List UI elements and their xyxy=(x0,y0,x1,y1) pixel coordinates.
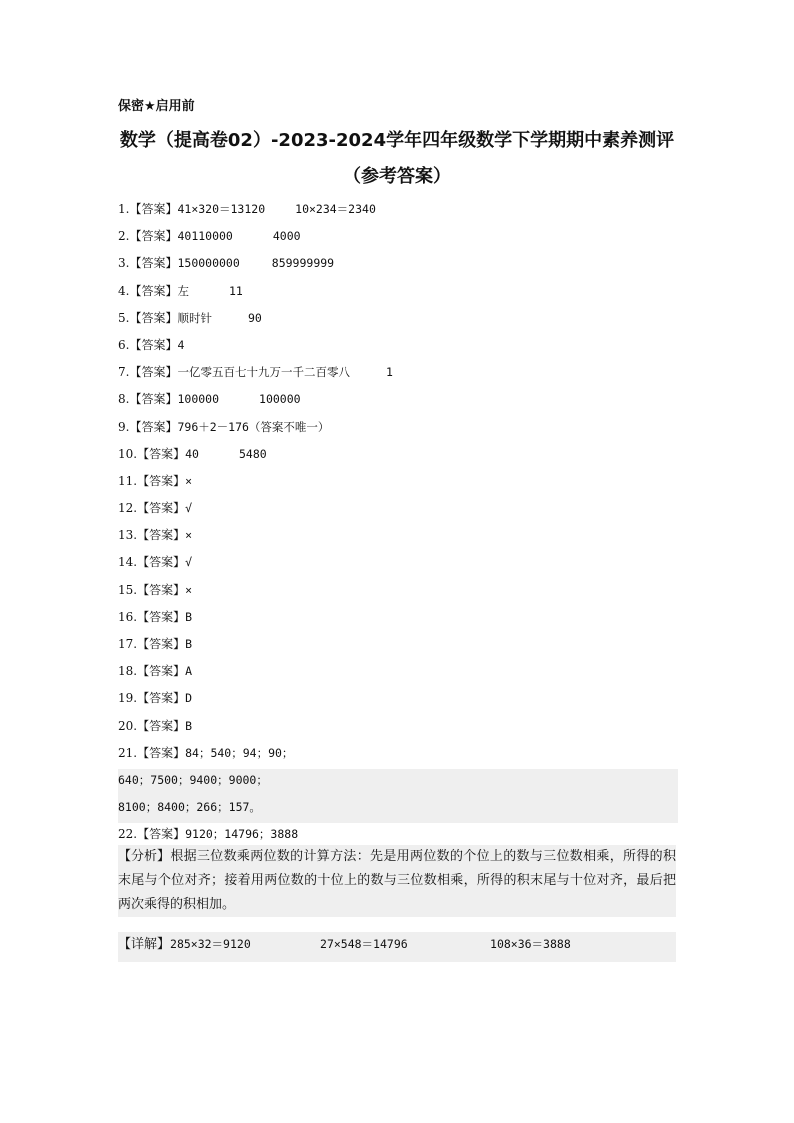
detail-tag: 【详解】 xyxy=(118,937,171,952)
answer-value: D xyxy=(185,691,193,706)
answer-value: 1 xyxy=(385,365,393,380)
answer-value: × xyxy=(185,473,193,488)
answer-value: 796＋2－176（答案不唯一） xyxy=(177,419,330,434)
answer-tag: 【答案】 xyxy=(137,664,186,679)
answer-number: 13. xyxy=(118,528,138,543)
answer-tag: 【答案】 xyxy=(129,419,178,434)
answer-value: 84；540；94；90； xyxy=(185,745,294,760)
answer-tag: 【答案】 xyxy=(137,473,186,488)
answer-number: 20. xyxy=(118,718,138,733)
answer-row xyxy=(118,225,678,252)
answer-number: 10. xyxy=(118,446,138,461)
answer-row xyxy=(118,715,678,742)
answer-value: 90 xyxy=(247,310,262,325)
answer-tag: 【答案】 xyxy=(137,446,186,461)
answer-row xyxy=(118,361,678,388)
answer-value: 4000 xyxy=(272,229,301,244)
answer-number: 18. xyxy=(118,664,138,679)
answer-value: 40110000 xyxy=(177,229,233,244)
answer-tag: 【答案】 xyxy=(129,337,178,352)
answer-number: 11. xyxy=(118,473,138,488)
answer-number: 15. xyxy=(118,582,138,597)
answer-value: 一亿零五百七十九万一千二百零八 xyxy=(177,365,350,380)
answer-number: 1. xyxy=(118,202,130,216)
answer-row xyxy=(118,660,678,687)
answer-tag: 【答案】 xyxy=(137,827,186,842)
answer-number: 2. xyxy=(118,229,130,244)
answer-number: 19. xyxy=(118,691,138,706)
answer-value: 100000 xyxy=(259,392,301,407)
detail-item: 285×32＝9120 xyxy=(170,937,251,951)
answer-value: 10×234＝2340 xyxy=(295,202,376,216)
answer-row xyxy=(118,606,678,633)
answer-tag: 【答案】 xyxy=(137,718,186,733)
detail-item: 108×36＝3888 xyxy=(490,937,571,951)
answer-row xyxy=(118,198,678,225)
answer-tag: 【答案】 xyxy=(129,283,178,298)
answer-row xyxy=(118,551,678,578)
answer-value: 150000000 xyxy=(177,256,240,271)
answer-value: 41×320＝13120 xyxy=(177,202,266,216)
answer-value: 顺时针 xyxy=(177,310,212,325)
answer-row xyxy=(118,307,678,334)
answer-tag: 【答案】 xyxy=(137,582,186,597)
answer-row xyxy=(118,633,678,660)
answer-tag: 【答案】 xyxy=(129,202,178,216)
detail-block xyxy=(118,932,676,962)
answer-number: 5. xyxy=(118,310,130,325)
answer-tag: 【答案】 xyxy=(137,691,186,706)
answer-value: 640；7500；9400；9000； xyxy=(118,772,268,787)
answer-row xyxy=(118,579,678,606)
answer-value: 4 xyxy=(177,337,185,352)
answer-tag: 【答案】 xyxy=(137,501,186,516)
answer-value: √ xyxy=(185,501,193,516)
detail-item: 27×548＝14796 xyxy=(320,937,408,951)
answer-value: B xyxy=(185,637,193,651)
answer-list xyxy=(118,198,678,851)
answer-tag: 【答案】 xyxy=(137,637,186,651)
answer-number: 7. xyxy=(118,365,130,380)
answer-row xyxy=(118,497,678,524)
answer-tag: 【答案】 xyxy=(129,229,178,244)
answer-number: 22. xyxy=(118,827,138,842)
answer-value: B xyxy=(185,609,193,624)
answer-value: 859999999 xyxy=(271,256,335,271)
page-subtitle: （参考答案） xyxy=(343,166,451,187)
answer-number: 17. xyxy=(118,637,138,651)
analysis-text: 根据三位数乘两位数的计算方法：先是用两位数的个位上的数与三位数相乘，所得的积末尾与个位对齐；接着用两位数的十位上的数与三位数相乘，所得的积末尾与十位对齐，最后把两次乘得的积相加。 xyxy=(118,849,676,912)
answer-number: 6. xyxy=(118,337,130,352)
answer-tag: 【答案】 xyxy=(129,392,178,407)
answer-tag: 【答案】 xyxy=(129,256,178,271)
answer-tag: 【答案】 xyxy=(129,310,178,325)
page-title: 数学（提高卷02）-2023-2024学年四年级数学下学期期中素养测评 xyxy=(119,130,675,151)
answer-value: √ xyxy=(185,555,193,570)
answer-row xyxy=(118,280,678,307)
answer-row xyxy=(118,687,678,714)
answer-row xyxy=(118,252,678,279)
answer-row xyxy=(118,443,678,470)
answer-value: B xyxy=(185,718,193,733)
answer-value: × xyxy=(185,528,193,543)
analysis-tag: 【分析】 xyxy=(118,849,171,864)
answer-tag: 【答案】 xyxy=(137,555,186,570)
answer-continuation xyxy=(118,769,678,796)
answer-value: 8100；8400；266；157。 xyxy=(118,800,261,815)
answer-number: 14. xyxy=(118,555,138,570)
answer-value: 左 xyxy=(177,283,189,298)
answer-tag: 【答案】 xyxy=(137,745,186,760)
answer-number: 16. xyxy=(118,609,138,624)
answer-value: 5480 xyxy=(238,446,267,461)
answer-value: × xyxy=(185,582,193,597)
answer-tag: 【答案】 xyxy=(129,365,178,380)
answer-value: A xyxy=(185,664,193,679)
answer-value: 100000 xyxy=(177,392,220,407)
answer-row xyxy=(118,334,678,361)
answer-number: 3. xyxy=(118,256,130,271)
answer-continuation xyxy=(118,796,678,823)
answer-tag: 【答案】 xyxy=(137,609,186,624)
answer-number: 21. xyxy=(118,745,138,760)
answer-number: 9. xyxy=(118,419,130,434)
answer-tag: 【答案】 xyxy=(137,528,186,543)
answer-number: 4. xyxy=(118,283,130,298)
answer-value: 11 xyxy=(228,283,243,298)
answer-number: 12. xyxy=(118,501,138,516)
answer-value: 40 xyxy=(185,446,199,461)
analysis-block xyxy=(118,845,676,917)
answer-row xyxy=(118,388,678,415)
confidential-label: 保密★启用前 xyxy=(118,99,195,114)
answer-row xyxy=(118,742,678,769)
answer-number: 8. xyxy=(118,392,130,407)
answer-row xyxy=(118,416,678,443)
answer-value: 9120；14796；3888 xyxy=(185,827,299,842)
answer-row xyxy=(118,524,678,551)
answer-row xyxy=(118,470,678,497)
